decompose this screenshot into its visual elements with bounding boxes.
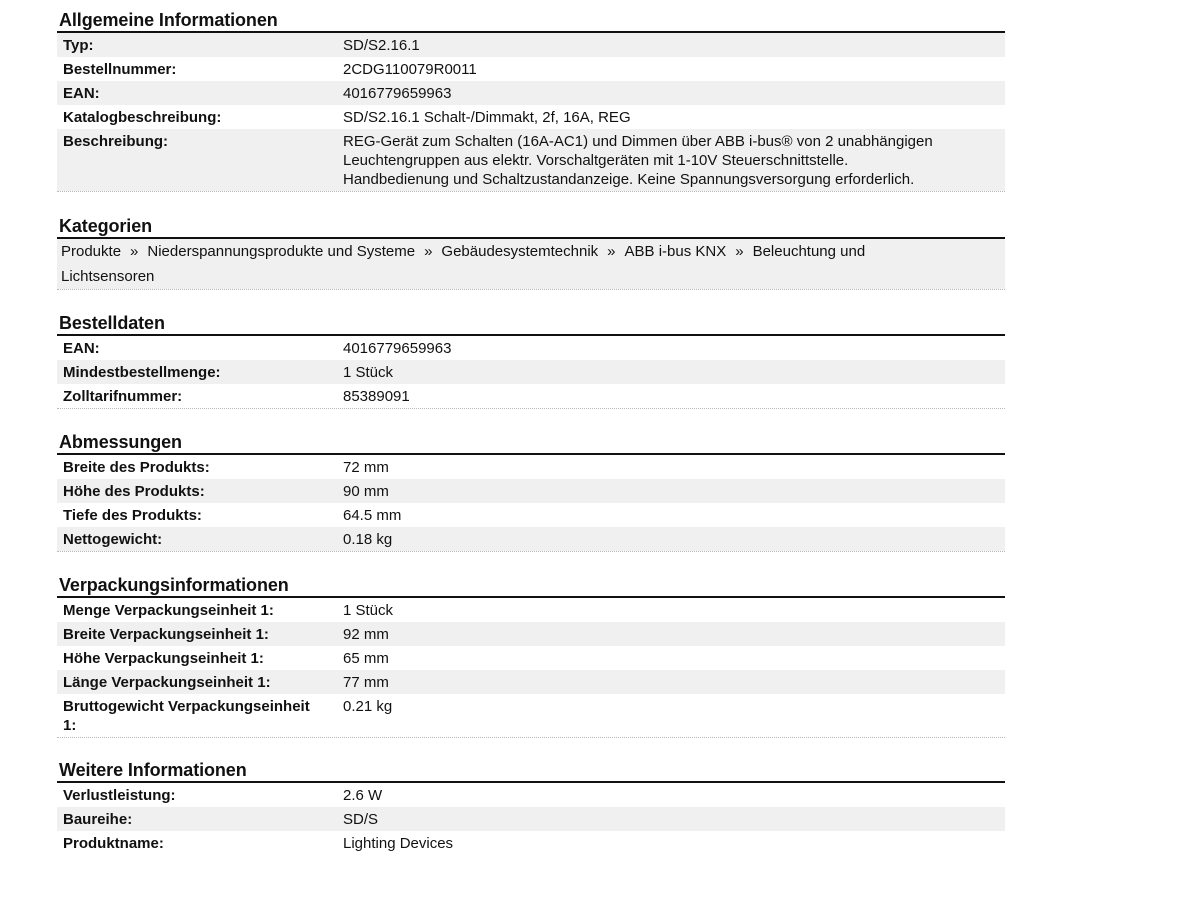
field-value: 64.5 mm xyxy=(343,507,402,524)
breadcrumb-separator: » xyxy=(424,243,433,260)
table-row xyxy=(57,479,1005,503)
breadcrumb-item[interactable]: Gebäudesystemtechnik xyxy=(441,243,599,260)
table-row xyxy=(57,384,1005,408)
table-row xyxy=(57,81,1005,105)
table-row xyxy=(57,455,1005,479)
field-value: 1 Stück xyxy=(343,364,394,381)
description-line: Handbedienung und Schaltzustandanzeige. Keine Spannungsversorgung erforderlich. xyxy=(343,171,915,188)
section-title: Allgemeine Informationen xyxy=(59,10,278,30)
field-label-line: Bruttogewicht Verpackungseinheit xyxy=(63,698,310,715)
table-row xyxy=(57,622,1005,646)
field-label: Produktname: xyxy=(63,835,164,852)
field-value: 65 mm xyxy=(343,650,389,667)
field-value: SD/S2.16.1 xyxy=(343,37,420,54)
field-value: 72 mm xyxy=(343,459,389,476)
table-row xyxy=(57,694,1005,737)
field-label: Tiefe des Produkts: xyxy=(63,507,202,524)
breadcrumb-separator: » xyxy=(735,243,744,260)
field-value: 1 Stück xyxy=(343,602,394,619)
table-row xyxy=(57,598,1005,622)
breadcrumb-item[interactable]: ABB i-bus KNX xyxy=(624,243,727,260)
table-row xyxy=(57,807,1005,831)
section-bestelldaten xyxy=(57,312,1005,409)
field-label: Höhe Verpackungseinheit 1: xyxy=(63,650,264,667)
section-allgemeine-informationen xyxy=(57,9,1005,192)
table-row xyxy=(57,503,1005,527)
breadcrumb-item[interactable]: Beleuchtung und Lichtsensoren xyxy=(61,243,866,285)
field-label: Höhe des Produkts: xyxy=(63,483,205,500)
breadcrumb-separator: » xyxy=(607,243,616,260)
field-value: SD/S xyxy=(343,811,379,828)
breadcrumb-item[interactable]: Niederspannungsprodukte und Systeme xyxy=(147,243,416,260)
field-label: Katalogbeschreibung: xyxy=(63,109,222,126)
table-row xyxy=(57,783,1005,807)
field-label: Beschreibung: xyxy=(63,133,169,150)
section-title: Kategorien xyxy=(59,216,153,236)
field-label: EAN: xyxy=(63,340,100,357)
table-row xyxy=(57,831,1005,855)
field-label: Zolltarifnummer: xyxy=(63,388,183,405)
field-value-multiline xyxy=(343,132,1005,189)
field-value: SD/S2.16.1 Schalt-/Dimmakt, 2f, 16A, REG xyxy=(343,109,631,126)
field-label: Menge Verpackungseinheit 1: xyxy=(63,602,274,619)
field-label: Mindestbestellmenge: xyxy=(63,364,221,381)
section-title: Verpackungsinformationen xyxy=(59,575,289,595)
table-row xyxy=(57,360,1005,384)
field-label: Typ: xyxy=(63,37,94,54)
field-value: 2CDG110079R0011 xyxy=(343,61,477,78)
field-label: Länge Verpackungseinheit 1: xyxy=(63,674,271,691)
field-label: Bestellnummer: xyxy=(63,61,177,78)
field-value: 77 mm xyxy=(343,674,389,691)
section-abmessungen xyxy=(57,431,1005,552)
section-title: Bestelldaten xyxy=(59,313,165,333)
datasheet-page xyxy=(57,9,1005,855)
breadcrumb xyxy=(57,239,1005,289)
description-line: REG-Gerät zum Schalten (16A-AC1) und Dimmen über ABB i-bus® von 2 unabhängigen xyxy=(343,133,933,150)
description-line: Leuchtengruppen aus elektr. Vorschaltgeräten mit 1-10V Steuerschnittstelle. xyxy=(343,152,849,169)
field-value: 92 mm xyxy=(343,626,389,643)
field-value: 90 mm xyxy=(343,483,389,500)
table-row xyxy=(57,646,1005,670)
field-label: Breite Verpackungseinheit 1: xyxy=(63,626,269,643)
field-label-line: 1: xyxy=(63,717,77,734)
section-title: Weitere Informationen xyxy=(59,760,247,780)
field-value: Lighting Devices xyxy=(343,835,454,852)
field-value: 2.6 W xyxy=(343,787,383,804)
field-label: Nettogewicht: xyxy=(63,531,163,548)
table-row xyxy=(57,129,1005,191)
section-verpackungsinformationen xyxy=(57,574,1005,738)
table-row xyxy=(57,33,1005,57)
field-label: EAN: xyxy=(63,85,100,102)
field-label-multiline xyxy=(57,697,343,735)
field-value: 85389091 xyxy=(343,388,410,405)
section-weitere-informationen xyxy=(57,759,1005,855)
table-row xyxy=(57,336,1005,360)
field-value: 4016779659963 xyxy=(343,340,452,357)
field-value: 4016779659963 xyxy=(343,85,452,102)
breadcrumb-separator: » xyxy=(130,243,139,260)
table-row xyxy=(57,527,1005,551)
table-row xyxy=(57,57,1005,81)
table-row xyxy=(57,105,1005,129)
breadcrumb-item[interactable]: Produkte xyxy=(61,243,122,260)
field-label: Breite des Produkts: xyxy=(63,459,210,476)
field-label: Baureihe: xyxy=(63,811,133,828)
field-value: 0.21 kg xyxy=(343,698,393,715)
field-label: Verlustleistung: xyxy=(63,787,176,804)
section-title: Abmessungen xyxy=(59,432,182,452)
field-value: 0.18 kg xyxy=(343,531,393,548)
table-row xyxy=(57,670,1005,694)
section-kategorien xyxy=(57,215,1005,290)
